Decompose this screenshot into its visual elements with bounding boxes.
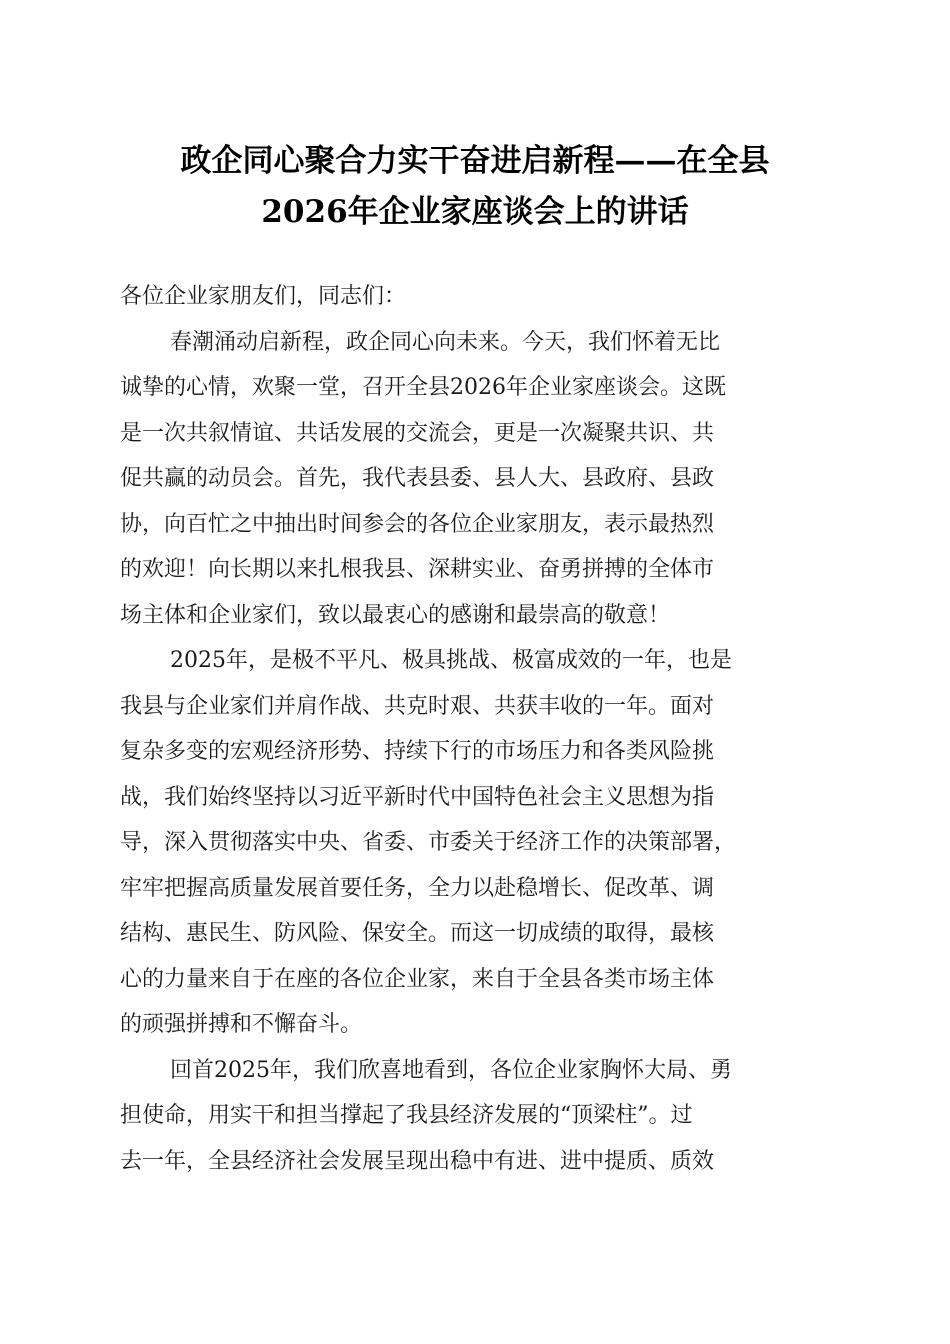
paragraph-1-line: 的欢迎！向长期以来扎根我县、深耕实业、奋勇拼搏的全体市 bbox=[120, 557, 715, 582]
paragraph-2-line: 牢牢把握高质量发展首要任务，全力以赴稳增长、促改革、调 bbox=[120, 875, 715, 901]
paragraph-3-line: 去一年，全县经济社会发展呈现出稳中有进、进中提质、质效 bbox=[120, 1148, 715, 1174]
paragraph-2-line: 结构、惠民生、防风险、保安全。而这一切成绩的取得，最核 bbox=[120, 921, 715, 946]
paragraph-1-line: 是一次共叙情谊、共话发展的交流会，更是一次凝聚共识、共 bbox=[120, 420, 715, 446]
paragraph-1-line: 协，向百忙之中抽出时间参会的各位企业家朋友，表示最热烈 bbox=[120, 511, 715, 537]
paragraph-3-line: 担使命，用实干和担当撑起了我县经济发展的“顶梁柱”。过 bbox=[120, 1103, 693, 1128]
greeting: 各位企业家朋友们，同志们： bbox=[120, 284, 407, 309]
paragraph-2-line: 导，深入贯彻落实中央、省委、市委关于经济工作的决策部署， bbox=[120, 830, 737, 855]
paragraph-2-line: 2025年，是极不平凡、极具挑战、极富成效的一年，也是 bbox=[170, 648, 732, 673]
paragraph-1-line: 场主体和企业家们，致以最衷心的感谢和最崇高的敬意！ bbox=[120, 602, 671, 628]
paragraph-1-line: 促共赢的动员会。首先，我代表县委、县人大、县政府、县政 bbox=[120, 466, 715, 491]
paragraph-1-line: 春潮涌动启新程，政企同心向未来。今天，我们怀着无比 bbox=[170, 329, 721, 355]
title-line-2: 2026年企业家座谈会上的讲话 bbox=[261, 194, 689, 230]
title-line-1: 政企同心聚合力实干奋进启新程——在全县 bbox=[180, 143, 770, 179]
paragraph-2-line: 的顽强拼搏和不懈奋斗。 bbox=[120, 1012, 363, 1037]
paragraph-2-line: 心的力量来自于在座的各位企业家，来自于全县各类市场主体 bbox=[120, 966, 715, 992]
paragraph-2-line: 战，我们始终坚持以习近平新时代中国特色社会主义思想为指 bbox=[120, 784, 715, 810]
paragraph-2-line: 复杂多变的宏观经济形势、持续下行的市场压力和各类风险挑 bbox=[120, 739, 715, 764]
paragraph-2-line: 我县与企业家们并肩作战、共克时艰、共获丰收的一年。面对 bbox=[120, 693, 715, 719]
paragraph-3-line: 回首2025年，我们欣喜地看到，各位企业家胸怀大局、勇 bbox=[170, 1057, 732, 1083]
document-title bbox=[120, 136, 830, 238]
paragraph-1-line: 诚挚的心情，欢聚一堂，召开全县2026年企业家座谈会。这既 bbox=[120, 375, 726, 400]
document-body bbox=[120, 274, 832, 1184]
